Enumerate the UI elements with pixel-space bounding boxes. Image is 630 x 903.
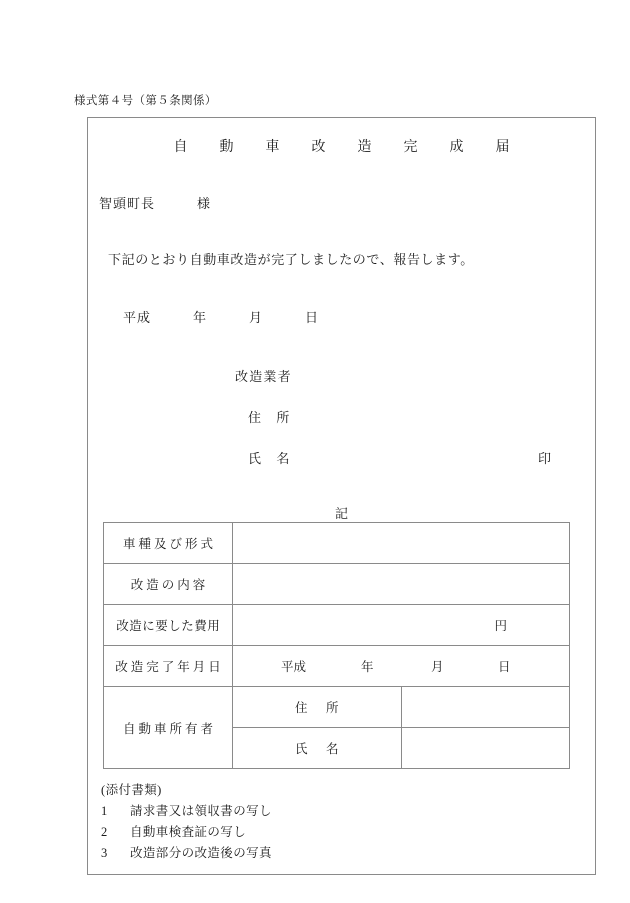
owner-address-value[interactable] (401, 687, 570, 728)
attachments-section (101, 780, 272, 864)
owner-address-label: 住 所 (233, 687, 402, 728)
completion-era-label: 平成 (281, 660, 307, 674)
row-label-vehicle-owner: 自動車所有者 (104, 687, 233, 769)
intro-text: 下記のとおり自動車改造が完了しましたので、報告します。 (108, 252, 474, 267)
form-table (103, 522, 570, 769)
attachment-number: 2 (101, 825, 108, 839)
form-number: 様式第４号（第５条関係） (74, 95, 217, 107)
row-value-modification-content[interactable] (233, 564, 570, 605)
attachment-text: 請求書又は領収書の写し (130, 804, 272, 818)
table-row (104, 564, 570, 605)
row-label-completion-date: 改造完了年月日 (104, 646, 233, 687)
table-row (104, 687, 570, 728)
row-value-completion-date[interactable] (233, 646, 570, 687)
completion-month-label: 月 (431, 660, 444, 674)
page-title: 自 動 車 改 造 完 成 届 (173, 140, 519, 155)
table-row (104, 646, 570, 687)
page-frame (87, 117, 596, 875)
submission-date-line: 平成 年 月 日 (123, 310, 320, 325)
table-row (104, 523, 570, 564)
seal-label: 印 (538, 451, 552, 466)
signer-address-label: 住 所 (248, 410, 291, 425)
cost-unit-label: 円 (494, 619, 507, 633)
addressee-line: 智頭町長 様 (99, 196, 212, 211)
row-value-cost[interactable] (233, 605, 570, 646)
completion-year-label: 年 (361, 660, 374, 674)
list-item (101, 801, 272, 822)
list-item (101, 843, 272, 864)
ki-heading: 記 (334, 506, 348, 521)
completion-day-label: 日 (498, 660, 511, 674)
attachments-title: (添付書類) (101, 783, 162, 797)
row-label-cost: 改造に要した費用 (104, 605, 233, 646)
table-row (104, 605, 570, 646)
signer-name-label: 氏 名 (248, 451, 291, 466)
row-label-modification-content: 改造の内容 (104, 564, 233, 605)
attachment-number: 3 (101, 846, 108, 860)
owner-name-value[interactable] (401, 728, 570, 769)
owner-name-label: 氏 名 (233, 728, 402, 769)
attachment-text: 改造部分の改造後の写真 (130, 846, 272, 860)
row-value-vehicle-type[interactable] (233, 523, 570, 564)
list-item (101, 822, 272, 843)
attachment-text: 自動車検査証の写し (130, 825, 247, 839)
attachment-number: 1 (101, 804, 108, 818)
signer-role-label: 改造業者 (235, 369, 292, 384)
row-label-vehicle-type: 車種及び形式 (104, 523, 233, 564)
